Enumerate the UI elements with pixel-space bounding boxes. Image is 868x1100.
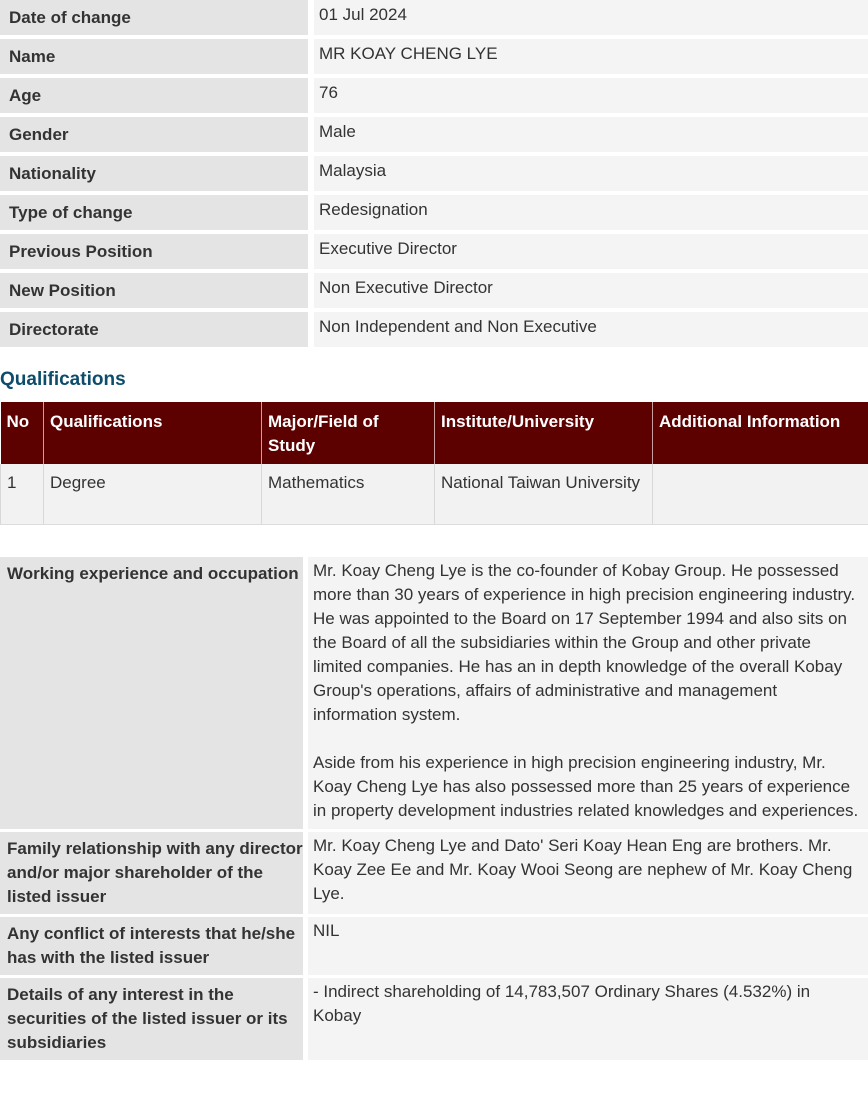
column-header-no: No [1, 402, 44, 464]
date-of-change-value: 01 Jul 2024 [314, 0, 868, 35]
gender-value: Male [314, 117, 868, 152]
cell-institute: National Taiwan University [435, 464, 653, 524]
table-row [1, 464, 868, 524]
new-position-value: Non Executive Director [314, 273, 868, 308]
cell-qualification: Degree [44, 464, 262, 524]
column-header-additional-info: Additional Information [653, 402, 868, 464]
previous-position-value: Executive Director [314, 234, 868, 269]
working-experience-paragraph: Aside from his experience in high precision engineering industry, Mr. Koay Cheng Lye has also possessed more than 25 years of experience in property development industries related knowledges and experiences. [313, 752, 859, 820]
cell-major: Mathematics [262, 464, 435, 524]
qualifications-heading: Qualifications [0, 369, 126, 390]
name-label: Name [0, 39, 308, 74]
nationality-value: Malaysia [314, 156, 868, 191]
table-row [0, 0, 868, 35]
table-row [0, 832, 868, 914]
working-experience-paragraph: Mr. Koay Cheng Lye is the co-founder of Kobay Group. He possessed more than 30 years of experience in high precision engineering industry. He was appointed to the Board on 17 September 1994 and also sits on the Board of all the subsidiaries within the Group and other private limited companies. He has an in depth knowledge of the overall Kobay Group's operations, affairs of administrative and management information system. [313, 560, 856, 724]
family-relationship-value: Mr. Koay Cheng Lye and Dato' Seri Koay Hean Eng are brothers. Mr. Koay Zee Ee and Mr. Koay Wooi Seong are nephew of Mr. Koay Cheng Lye. [308, 832, 868, 914]
directorate-value: Non Independent and Non Executive [314, 312, 868, 347]
table-row [0, 978, 868, 1060]
directorate-label: Directorate [0, 312, 308, 347]
securities-interest-value: - Indirect shareholding of 14,783,507 Ordinary Shares (4.532%) in Kobay [308, 978, 868, 1060]
age-value: 76 [314, 78, 868, 113]
cell-no: 1 [1, 464, 44, 524]
director-profile-table [0, 554, 868, 1063]
conflict-of-interest-label: Any conflict of interests that he/she has with the listed issuer [0, 917, 303, 975]
column-header-institute: Institute/University [435, 402, 653, 464]
table-row [0, 917, 868, 975]
gender-label: Gender [0, 117, 308, 152]
table-row [0, 234, 868, 269]
working-experience-label: Working experience and occupation [0, 557, 303, 829]
qualifications-table [0, 402, 868, 525]
table-row [0, 312, 868, 347]
type-of-change-value: Redesignation [314, 195, 868, 230]
date-of-change-label: Date of change [0, 0, 308, 35]
nationality-label: Nationality [0, 156, 308, 191]
change-details-table [0, 0, 868, 351]
new-position-label: New Position [0, 273, 308, 308]
table-row [0, 557, 868, 829]
age-label: Age [0, 78, 308, 113]
working-experience-value [308, 557, 868, 829]
table-row [0, 195, 868, 230]
cell-additional-info [653, 464, 868, 524]
table-row [0, 117, 868, 152]
table-row [0, 78, 868, 113]
name-value: MR KOAY CHENG LYE [314, 39, 868, 74]
table-row [0, 156, 868, 191]
conflict-of-interest-value: NIL [308, 917, 868, 975]
table-row [0, 39, 868, 74]
type-of-change-label: Type of change [0, 195, 308, 230]
table-header-row [1, 402, 868, 464]
table-row [0, 273, 868, 308]
securities-interest-label: Details of any interest in the securities of the listed issuer or its subsidiaries [0, 978, 303, 1060]
family-relationship-label: Family relationship with any director and/or major shareholder of the listed issuer [0, 832, 303, 914]
column-header-major: Major/Field of Study [262, 402, 435, 464]
previous-position-label: Previous Position [0, 234, 308, 269]
column-header-qualifications: Qualifications [44, 402, 262, 464]
